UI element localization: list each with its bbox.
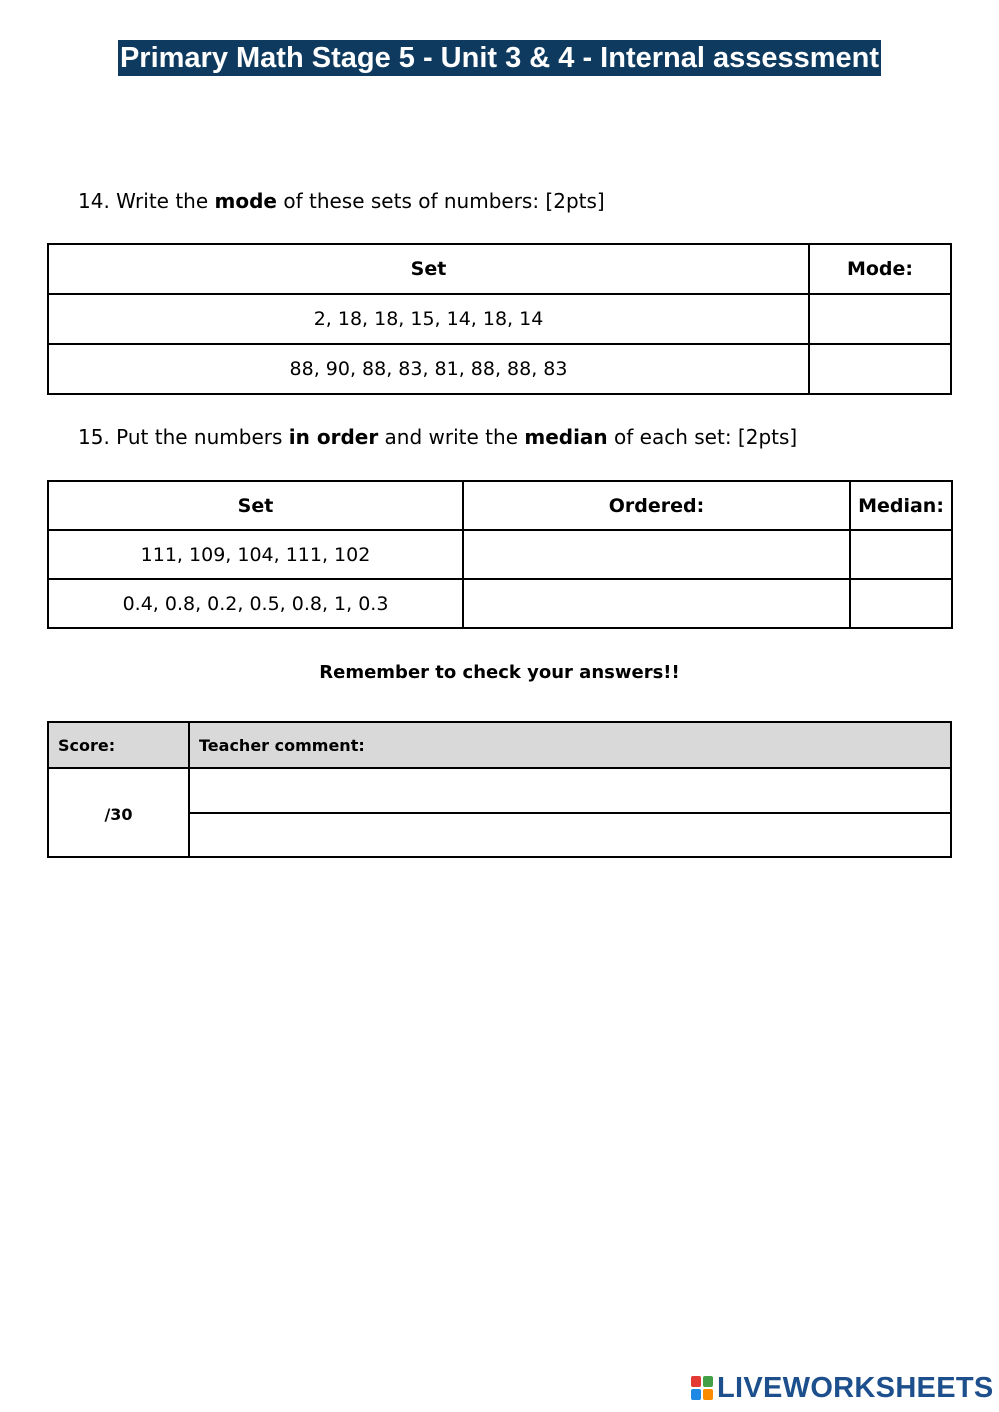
median-table — [47, 480, 953, 629]
table-row — [48, 530, 952, 579]
teacher-comment-line-1[interactable] — [189, 768, 951, 813]
mode-table — [47, 243, 952, 395]
reminder-text: Remember to check your answers!! — [319, 662, 680, 683]
ordered-answer-cell[interactable] — [463, 579, 850, 628]
logo-square-icon — [691, 1389, 701, 1400]
table-row — [48, 579, 952, 628]
question-15-text-mid: and write the — [384, 425, 518, 449]
score-label: Score: — [48, 722, 189, 768]
liveworksheets-brand-text: LIVEWORKSHEETS — [717, 1371, 994, 1404]
median-table-header-ordered: Ordered: — [463, 481, 850, 530]
mode-set-cell: 2, 18, 18, 15, 14, 18, 14 — [48, 294, 809, 344]
liveworksheets-logo-icon — [691, 1376, 713, 1400]
logo-square-icon — [703, 1389, 713, 1400]
mode-answer-cell[interactable] — [809, 294, 951, 344]
question-14-text-pre: Write the — [116, 189, 209, 213]
question-15-keyword-median: median — [524, 425, 608, 449]
score-value: /30 — [48, 768, 189, 857]
mode-set-cell: 88, 90, 88, 83, 81, 88, 88, 83 — [48, 344, 809, 394]
median-table-header-row — [48, 481, 952, 530]
table-row — [48, 768, 951, 813]
logo-square-icon — [691, 1376, 701, 1387]
score-table — [47, 721, 952, 858]
mode-answer-cell[interactable] — [809, 344, 951, 394]
median-set-cell: 0.4, 0.8, 0.2, 0.5, 0.8, 1, 0.3 — [48, 579, 463, 628]
table-row — [48, 344, 951, 394]
liveworksheets-logo — [691, 1373, 994, 1403]
question-15-number: 15. — [78, 425, 110, 449]
score-table-header-row — [48, 722, 951, 768]
median-table-header-set: Set — [48, 481, 463, 530]
question-15 — [78, 424, 797, 450]
question-15-keyword-order: in order — [288, 425, 379, 449]
question-14 — [78, 188, 605, 214]
teacher-comment-label: Teacher comment: — [189, 722, 951, 768]
mode-table-header-mode: Mode: — [809, 244, 951, 294]
question-15-text-post: of each set: [2pts] — [614, 425, 798, 449]
median-answer-cell[interactable] — [850, 530, 952, 579]
question-15-text-pre: Put the numbers — [116, 425, 283, 449]
question-14-keyword: mode — [214, 189, 277, 213]
table-row — [48, 294, 951, 344]
ordered-answer-cell[interactable] — [463, 530, 850, 579]
page-title: Primary Math Stage 5 - Unit 3 & 4 - Internal assessment — [119, 42, 880, 74]
teacher-comment-line-2[interactable] — [189, 813, 951, 857]
question-14-number: 14. — [78, 189, 110, 213]
title-wrapper — [0, 40, 999, 76]
logo-square-icon — [703, 1376, 713, 1387]
median-table-header-median: Median: — [850, 481, 952, 530]
mode-table-header-set: Set — [48, 244, 809, 294]
question-14-text-post: of these sets of numbers: [2pts] — [283, 189, 605, 213]
median-answer-cell[interactable] — [850, 579, 952, 628]
median-set-cell: 111, 109, 104, 111, 102 — [48, 530, 463, 579]
mode-table-header-row — [48, 244, 951, 294]
